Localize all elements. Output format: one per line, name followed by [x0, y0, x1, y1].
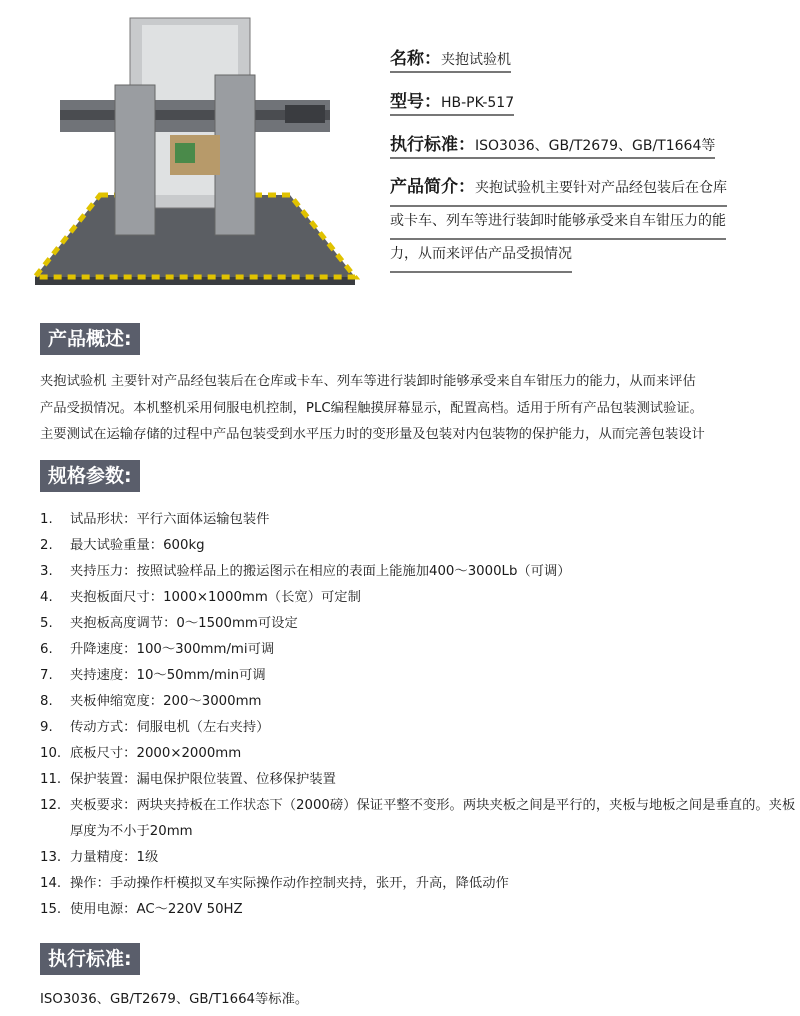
spec-text: 使用电源：AC～220V 50HZ — [70, 902, 243, 917]
intro-block — [390, 173, 727, 273]
spec-text: 夹抱板面尺寸：1000×1000mm（长宽）可定制 — [70, 590, 361, 605]
spec-number: 3. — [40, 564, 53, 579]
spec-item — [40, 871, 800, 897]
spec-text: 夹持速度：10～50mm/min可调 — [70, 668, 266, 683]
spec-text: 最大试验重量：600kg — [70, 538, 205, 553]
intro-line: 夹抱试验机主要针对产品经包装后在仓库 — [475, 180, 727, 196]
model-value: HB-PK-517 — [441, 95, 515, 111]
spec-item — [40, 585, 800, 611]
spec-number: 15. — [40, 902, 62, 917]
spec-item — [40, 559, 800, 585]
overview-text — [40, 369, 705, 449]
spec-text: 力量精度：1级 — [70, 850, 159, 865]
spec-item — [40, 845, 800, 871]
spec-number: 1. — [40, 512, 53, 527]
standard-text: ISO3036、GB/T2679、GB/T1664等标准。 — [40, 992, 309, 1007]
name-label: 名称： — [390, 49, 441, 69]
spec-text: 升降速度：100～300mm/mi可调 — [70, 642, 275, 657]
spec-number: 6. — [40, 642, 53, 657]
spec-item — [40, 767, 800, 793]
spec-text: 保护装置：漏电保护限位装置、位移保护装置 — [70, 772, 336, 787]
product-photo-clamp-tester — [30, 15, 360, 290]
overview-heading: 产品概述: — [40, 323, 140, 355]
name-value: 夹抱试验机 — [441, 52, 511, 68]
overview-line: 夹抱试验机 主要针对产品经包装后在仓库或卡车、列车等进行装卸时能够承受来自车钳压力的能力，从而来评估 — [40, 374, 696, 389]
spec-number: 10. — [40, 746, 62, 761]
spec-text: 夹抱板高度调节：0～1500mm可设定 — [70, 616, 298, 631]
spec-item — [40, 793, 800, 845]
spec-text: 夹持压力：按照试验样品上的搬运图示在相应的表面上能施加400～3000Lb（可调） — [70, 564, 571, 579]
spec-text: 底板尺寸：2000×2000mm — [70, 746, 242, 761]
standard-value: ISO3036、GB/T2679、GB/T1664等 — [475, 138, 716, 154]
overview-line: 产品受损情况。本机整机采用伺服电机控制，PLC编程触摸屏幕显示，配置高档。适用于所有产品包装测试验证。 — [40, 400, 703, 416]
spec-text: 传动方式：伺服电机（左右夹持） — [70, 720, 270, 735]
spec-number: 2. — [40, 538, 53, 553]
spec-item — [40, 741, 800, 767]
spec-number: 5. — [40, 616, 53, 631]
product-name-row — [390, 44, 511, 73]
standard-label: 执行标准： — [390, 135, 475, 155]
spec-number: 11. — [40, 772, 62, 787]
standard-heading: 执行标准: — [40, 943, 140, 975]
spec-item — [40, 507, 800, 533]
spec-text: 操作：手动操作杆模拟叉车实际操作动作控制夹持，张开，升高，降低动作 — [70, 876, 509, 891]
spec-item — [40, 715, 800, 741]
model-row — [390, 87, 514, 116]
spec-item — [40, 533, 800, 559]
spec-number: 4. — [40, 590, 53, 605]
spec-item — [40, 897, 800, 923]
spec-item — [40, 637, 800, 663]
spec-item — [40, 611, 800, 637]
spec-item — [40, 689, 800, 715]
specs-list — [40, 507, 800, 923]
standard-row — [390, 130, 715, 159]
spec-item — [40, 663, 800, 689]
overview-line: 主要测试在运输存储的过程中产品包装受到水平压力时的变形量及包装对内包装物的保护能力，从而完善包装设计 — [40, 427, 705, 442]
spec-number: 14. — [40, 876, 62, 891]
spec-text: 夹板伸缩宽度：200～3000mm — [70, 694, 262, 709]
spec-text: 试品形状：平行六面体运输包装件 — [70, 512, 270, 527]
model-label: 型号： — [390, 92, 441, 112]
spec-number: 13. — [40, 850, 62, 865]
intro-line: 力，从而来评估产品受损情况 — [390, 240, 572, 273]
spec-number: 12. — [40, 798, 62, 813]
spec-number: 7. — [40, 668, 53, 683]
specs-heading: 规格参数: — [40, 460, 140, 492]
intro-label: 产品简介： — [390, 177, 475, 197]
spec-text: 夹板要求：两块夹持板在工作状态下（2000磅）保证平整不变形。两块夹板之间是平行的，夹板与地板之间是垂直的。夹板厚度为不小于20mm — [70, 798, 796, 839]
spec-number: 9. — [40, 720, 53, 735]
spec-number: 8. — [40, 694, 53, 709]
intro-line: 或卡车、列车等进行装卸时能够承受来自车钳压力的能 — [390, 207, 726, 240]
